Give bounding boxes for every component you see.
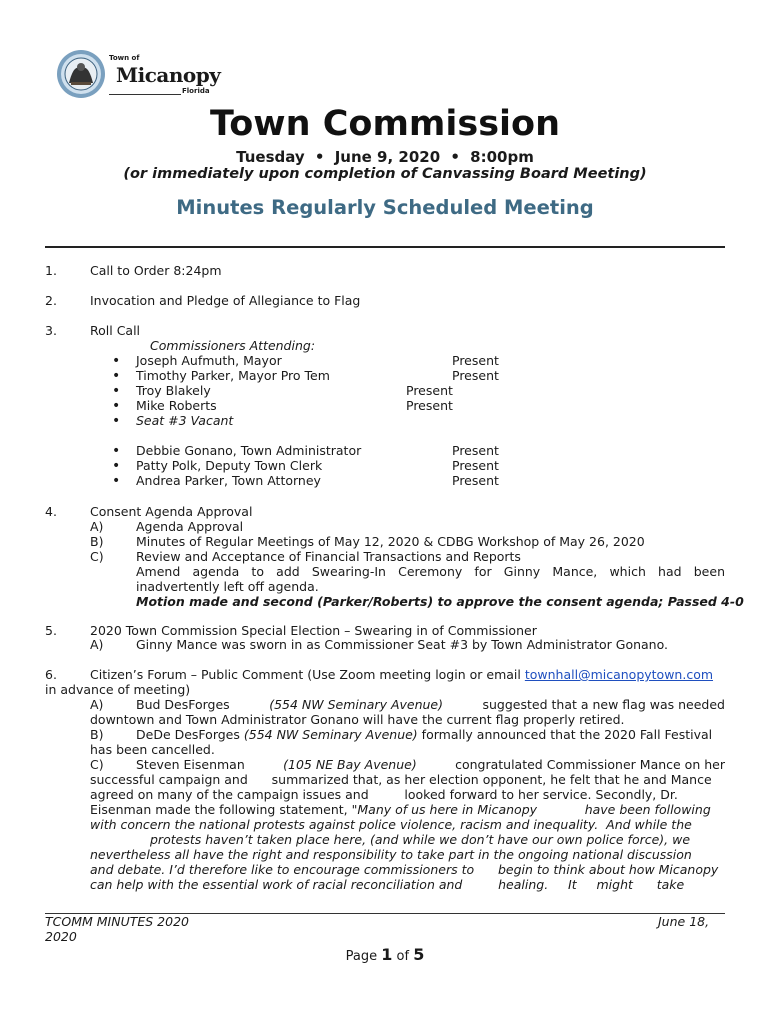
separator-dot: • <box>450 148 460 166</box>
item-number: 1. <box>45 263 57 278</box>
attending-label: Commissioners Attending: <box>150 338 316 353</box>
logo-underline <box>109 94 181 95</box>
forum-text: Citizen’s Forum – Public Comment (Use Zoom meeting login or email <box>90 667 521 682</box>
quote-text: nevertheless all have the right and responsibility to take part in the ongoing national discussion <box>90 847 692 862</box>
quote-text: protests haven’t taken place here, (and while we don’t have our own police force), we <box>150 832 691 847</box>
staff-status: Present <box>452 473 499 488</box>
item-text: 2020 Town Commission Special Election – Swearing in of Commissioner <box>90 623 537 638</box>
logo-state: Florida <box>182 87 210 95</box>
sub-letter: A) <box>90 637 104 652</box>
item-text: Invocation and Pledge of Allegiance to Flag <box>90 293 361 308</box>
item-text: Call to Order 8:24pm <box>90 263 222 278</box>
statement-intro: Eisenman made the following statement, " <box>90 802 358 817</box>
comment-b <box>136 727 712 742</box>
comment-c <box>136 757 725 772</box>
speaker-address: (554 NW Seminary Avenue) <box>243 727 418 742</box>
comment-text: formally announced that the 2020 Fall Festival <box>421 727 713 742</box>
sub-text: Minutes of Regular Meetings of May 12, 2020 & CDBG Workshop of May 26, 2020 <box>136 534 645 549</box>
comment-a <box>136 697 725 712</box>
bullet: • <box>112 368 121 384</box>
item-number: 3. <box>45 323 57 338</box>
item-number: 4. <box>45 504 57 519</box>
attendee-name: Troy Blakely <box>136 383 211 398</box>
amend-note: Amend agenda to add Swearing-In Ceremony for Ginny Mance, which had been <box>136 564 725 579</box>
quote-text: and debate. I’d therefore like to encourage commissioners to begin to think about how Micanopy <box>90 862 719 877</box>
footer-date: June 18, <box>658 914 710 929</box>
page-of: of <box>396 949 410 964</box>
header-divider <box>45 246 725 248</box>
attendee-name: Joseph Aufmuth, Mayor <box>136 353 282 368</box>
meeting-date: June 9, 2020 <box>334 148 441 166</box>
sub-letter: C) <box>90 757 104 772</box>
town-logo <box>56 49 221 103</box>
comment-text-cont: has been cancelled. <box>90 742 215 757</box>
comment-text: suggested that a new flag was needed <box>482 697 725 712</box>
meeting-subtitle: (or immediately upon completion of Canvassing Board Meeting) <box>123 166 647 182</box>
staff-name: Patty Polk, Deputy Town Clerk <box>136 458 323 473</box>
logo-town-name: Micanopy <box>116 63 221 87</box>
bullet: • <box>112 413 121 429</box>
email-link[interactable]: townhall@micanopytown.com <box>524 667 714 682</box>
bullet: • <box>112 383 121 399</box>
bullet: • <box>112 473 121 489</box>
item-number: 5. <box>45 623 57 638</box>
attendee-status: Present <box>406 398 453 413</box>
staff-name: Debbie Gonano, Town Administrator <box>136 443 362 458</box>
staff-status: Present <box>452 458 499 473</box>
bullet: • <box>112 458 121 474</box>
quote-text: can help with the essential work of racial reconciliation and healing. It might take <box>90 877 685 892</box>
speaker-name: DeDe DesForges <box>136 727 240 742</box>
staff-status: Present <box>452 443 499 458</box>
meeting-day: Tuesday <box>236 148 305 166</box>
item-text <box>90 667 713 682</box>
quote-text: with concern the national protests against police violence, racism and inequality. And while the <box>90 817 692 832</box>
bullet: • <box>112 443 121 459</box>
sub-text: Review and Acceptance of Financial Transactions and Reports <box>136 549 521 564</box>
sub-text: Ginny Mance was sworn in as Commissioner Seat #3 by Town Administrator Gonano. <box>136 637 669 652</box>
speaker-address: (554 NW Seminary Avenue) <box>269 697 443 712</box>
meeting-time: 8:00pm <box>470 148 534 166</box>
speaker-name: Bud DesForges <box>136 697 230 712</box>
page-current: 1 <box>381 945 393 964</box>
sub-letter: B) <box>90 534 104 549</box>
comment-text-cont: agreed on many of the campaign issues and looked forward to her service. Secondly, Dr. <box>90 787 678 802</box>
comment-text-cont: downtown and Town Administrator Gonano will have the current flag properly retired. <box>90 712 625 727</box>
quote-text: Many of us here in Micanopy have been following <box>357 802 711 817</box>
sub-text: Agenda Approval <box>136 519 244 534</box>
sub-letter: A) <box>90 697 104 712</box>
attendee-name: Seat #3 Vacant <box>136 413 234 428</box>
comment-text-cont <box>90 802 711 817</box>
meeting-date-line <box>0 148 770 166</box>
attendee-status: Present <box>452 368 499 383</box>
bullet: • <box>112 398 121 414</box>
page-total: 5 <box>413 945 425 964</box>
logo-town-of: Town of <box>109 54 140 62</box>
item-text: Consent Agenda Approval <box>90 504 253 519</box>
bullet: • <box>112 353 121 369</box>
footer-doc-name: TCOMM MINUTES 2020 <box>45 914 189 929</box>
page-number <box>0 945 770 964</box>
sub-letter: C) <box>90 549 104 564</box>
attendee-status: Present <box>452 353 499 368</box>
footer-doc-year: 2020 <box>45 929 77 944</box>
sub-letter: A) <box>90 519 104 534</box>
town-seal-icon <box>56 49 106 99</box>
speaker-name: Steven Eisenman <box>136 757 245 772</box>
attendee-name: Mike Roberts <box>136 398 217 413</box>
page-title: Town Commission <box>210 104 560 144</box>
motion-result: Motion made and second (Parker/Roberts) to approve the consent agenda; Passed 4-0 <box>136 594 744 609</box>
comment-text-cont: successful campaign and summarized that, as her election opponent, he felt that he and Mance <box>90 772 712 787</box>
separator-dot: • <box>314 148 325 166</box>
item-number: 2. <box>45 293 57 308</box>
attendee-status: Present <box>406 383 453 398</box>
item-number: 6. <box>45 667 57 682</box>
forum-text-cont: in advance of meeting) <box>45 682 191 697</box>
attendee-name: Timothy Parker, Mayor Pro Tem <box>136 368 330 383</box>
item-text: Roll Call <box>90 323 141 338</box>
amend-note-cont: inadvertently left off agenda. <box>136 579 319 594</box>
minutes-title: Minutes Regularly Scheduled Meeting <box>176 196 594 219</box>
page-word: Page <box>345 949 378 964</box>
staff-name: Andrea Parker, Town Attorney <box>136 473 321 488</box>
speaker-address: (105 NE Bay Avenue) <box>283 757 417 772</box>
comment-text: congratulated Commissioner Mance on her <box>455 757 725 772</box>
sub-letter: B) <box>90 727 104 742</box>
